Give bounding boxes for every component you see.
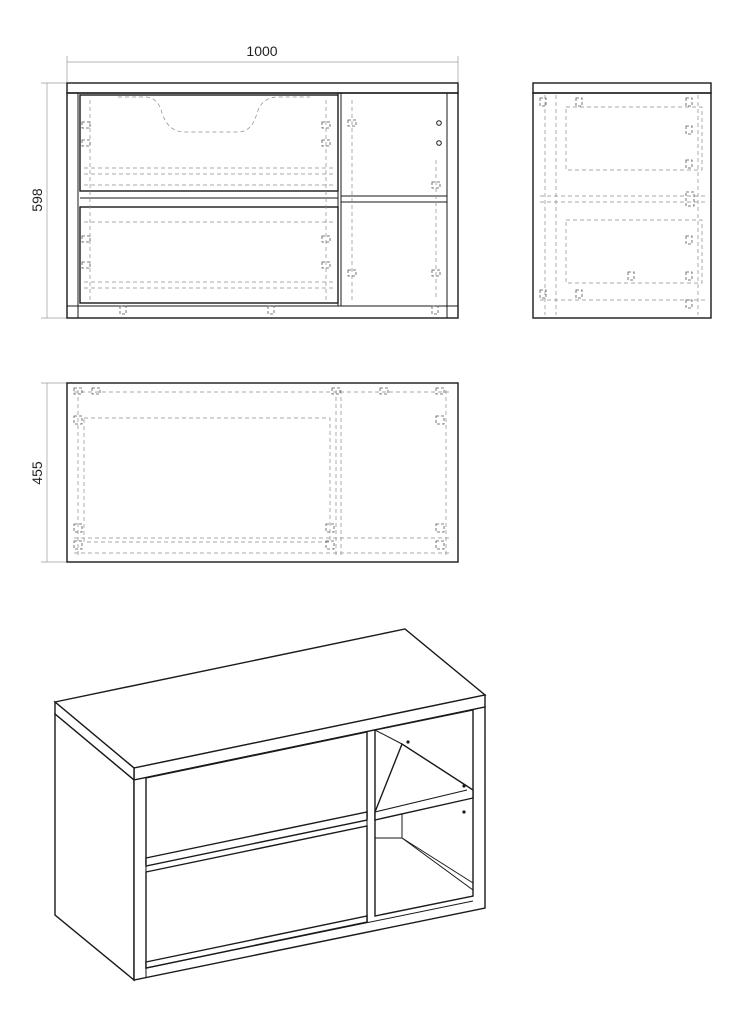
front-carcass <box>67 93 458 318</box>
side-view <box>533 83 711 318</box>
depth-dimension-label: 455 <box>29 461 45 485</box>
top-view <box>29 383 458 562</box>
isometric-view <box>55 629 485 980</box>
depth-dimension <box>29 383 67 562</box>
height-dimension-label: 598 <box>29 188 45 212</box>
front-upper-drawer <box>80 95 338 191</box>
front-shelf <box>341 196 447 202</box>
width-dimension-label: 1000 <box>246 43 278 59</box>
width-dimension <box>67 43 458 82</box>
front-lower-drawer <box>80 207 338 303</box>
front-countertop <box>67 83 458 93</box>
height-dimension <box>29 83 67 318</box>
side-carcass <box>533 93 711 318</box>
front-view <box>29 43 458 318</box>
side-countertop <box>533 83 711 93</box>
shelf-pin <box>437 141 442 146</box>
top-outline <box>67 383 458 562</box>
shelf-pin <box>437 121 442 126</box>
